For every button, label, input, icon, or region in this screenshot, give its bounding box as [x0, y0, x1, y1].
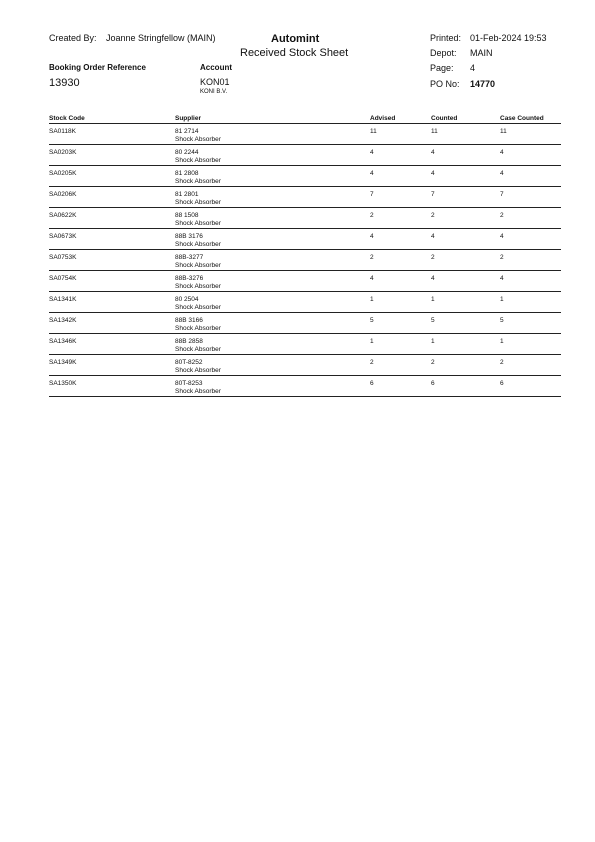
- supplier-code: 81 2808: [175, 170, 199, 177]
- case-counted-cell: 11: [500, 128, 507, 135]
- supplier-code: 88B-3277: [175, 254, 204, 261]
- account-code: KON01: [200, 77, 230, 87]
- table-row: [49, 145, 561, 166]
- company-name: Automint: [271, 33, 320, 45]
- column-header-stock-code: Stock Code: [49, 115, 85, 122]
- stock-code-cell: SA0203K: [49, 149, 77, 156]
- advised-cell: 4: [370, 149, 374, 156]
- supplier-code: 88B 3166: [175, 317, 203, 324]
- stock-code-cell: SA0754K: [49, 275, 77, 282]
- counted-cell: 11: [431, 128, 438, 135]
- stock-table-body: [49, 124, 561, 397]
- supplier-code: 81 2801: [175, 191, 199, 198]
- table-row: [49, 376, 561, 397]
- case-counted-cell: 1: [500, 296, 504, 303]
- depot-label: Depot:: [430, 48, 457, 58]
- supplier-description: Shock Absorber: [175, 199, 221, 206]
- counted-cell: 4: [431, 275, 435, 282]
- counted-cell: 4: [431, 233, 435, 240]
- account-label: Account: [200, 63, 232, 72]
- supplier-description: Shock Absorber: [175, 241, 221, 248]
- advised-cell: 4: [370, 233, 374, 240]
- booking-ref-value: 13930: [49, 77, 80, 89]
- stock-code-cell: SA1342K: [49, 317, 77, 324]
- case-counted-cell: 1: [500, 338, 504, 345]
- supplier-cell: [175, 380, 221, 396]
- depot-value: MAIN: [470, 48, 493, 58]
- supplier-description: Shock Absorber: [175, 367, 221, 374]
- printed-label: Printed:: [430, 33, 462, 43]
- supplier-code: 80T-8252: [175, 359, 203, 366]
- advised-cell: 7: [370, 191, 374, 198]
- table-row: [49, 250, 561, 271]
- po-value: 14770: [470, 79, 496, 89]
- supplier-description: Shock Absorber: [175, 178, 221, 185]
- advised-cell: 1: [370, 296, 374, 303]
- advised-cell: 2: [370, 359, 374, 366]
- counted-cell: 2: [431, 212, 435, 219]
- stock-code-cell: SA0205K: [49, 170, 77, 177]
- booking-ref-label: Booking Order Reference: [49, 63, 146, 72]
- column-header-advised: Advised: [370, 115, 396, 122]
- account-name: KONI B.V.: [200, 89, 228, 95]
- supplier-code: 88 1508: [175, 212, 199, 219]
- table-row: [49, 292, 561, 313]
- advised-cell: 2: [370, 212, 374, 219]
- advised-cell: 2: [370, 254, 374, 261]
- advised-cell: 4: [370, 170, 374, 177]
- supplier-code: 80T-8253: [175, 380, 203, 387]
- table-row: [49, 271, 561, 292]
- case-counted-cell: 4: [500, 149, 504, 156]
- created-by-label: Created By:: [49, 33, 97, 43]
- supplier-code: 81 2714: [175, 128, 199, 135]
- case-counted-cell: 2: [500, 212, 504, 219]
- supplier-code: 80 2244: [175, 149, 199, 156]
- supplier-description: Shock Absorber: [175, 325, 221, 332]
- table-row: [49, 229, 561, 250]
- counted-cell: 2: [431, 359, 435, 366]
- counted-cell: 2: [431, 254, 435, 261]
- case-counted-cell: 5: [500, 317, 504, 324]
- case-counted-cell: 2: [500, 254, 504, 261]
- case-counted-cell: 4: [500, 170, 504, 177]
- advised-cell: 4: [370, 275, 374, 282]
- supplier-code: 88B 2858: [175, 338, 203, 345]
- supplier-description: Shock Absorber: [175, 283, 221, 290]
- table-row: [49, 313, 561, 334]
- stock-code-cell: SA0118K: [49, 128, 76, 135]
- column-header-counted: Counted: [431, 115, 458, 122]
- created-by-value: Joanne Stringfellow (MAIN): [106, 33, 216, 43]
- case-counted-cell: 2: [500, 359, 504, 366]
- counted-cell: 4: [431, 149, 435, 156]
- stock-code-cell: SA0206K: [49, 191, 77, 198]
- supplier-cell: [175, 275, 221, 291]
- counted-cell: 6: [431, 380, 435, 387]
- table-row: [49, 187, 561, 208]
- case-counted-cell: 4: [500, 233, 504, 240]
- po-label: PO No:: [430, 79, 460, 89]
- supplier-cell: [175, 359, 221, 375]
- counted-cell: 1: [431, 338, 435, 345]
- counted-cell: 1: [431, 296, 435, 303]
- supplier-description: Shock Absorber: [175, 157, 221, 164]
- supplier-cell: [175, 191, 221, 207]
- supplier-cell: [175, 338, 221, 354]
- stock-code-cell: SA0673K: [49, 233, 77, 240]
- column-header-case-counted: Case Counted: [500, 115, 544, 122]
- stock-code-cell: SA1341K: [49, 296, 77, 303]
- printed-value: 01-Feb-2024 19:53: [470, 33, 547, 43]
- column-header-supplier: Supplier: [175, 115, 202, 122]
- advised-cell: 5: [370, 317, 374, 324]
- case-counted-cell: 7: [500, 191, 504, 198]
- supplier-cell: [175, 317, 221, 333]
- stock-code-cell: SA1346K: [49, 338, 77, 345]
- page-value: 4: [470, 63, 476, 73]
- supplier-description: Shock Absorber: [175, 388, 221, 395]
- table-row: [49, 334, 561, 355]
- advised-cell: 6: [370, 380, 374, 387]
- table-row: [49, 208, 561, 229]
- supplier-description: Shock Absorber: [175, 304, 221, 311]
- supplier-cell: [175, 128, 221, 144]
- table-row: [49, 166, 561, 187]
- supplier-description: Shock Absorber: [175, 346, 221, 353]
- supplier-cell: [175, 254, 221, 270]
- supplier-description: Shock Absorber: [175, 220, 221, 227]
- supplier-cell: [175, 170, 221, 186]
- stock-code-cell: SA0622K: [49, 212, 77, 219]
- supplier-description: Shock Absorber: [175, 136, 221, 143]
- supplier-cell: [175, 149, 221, 165]
- case-counted-cell: 6: [500, 380, 504, 387]
- advised-cell: 11: [370, 128, 377, 135]
- table-row: [49, 124, 561, 145]
- counted-cell: 4: [431, 170, 435, 177]
- stock-code-cell: SA1350K: [49, 380, 77, 387]
- supplier-code: 80 2504: [175, 296, 199, 303]
- sheet-title: Received Stock Sheet: [240, 47, 349, 59]
- case-counted-cell: 4: [500, 275, 504, 282]
- page-label: Page:: [430, 63, 454, 73]
- stock-code-cell: SA1349K: [49, 359, 77, 366]
- supplier-cell: [175, 296, 221, 312]
- counted-cell: 7: [431, 191, 435, 198]
- supplier-description: Shock Absorber: [175, 262, 221, 269]
- supplier-cell: [175, 212, 221, 228]
- stock-code-cell: SA0753K: [49, 254, 77, 261]
- counted-cell: 5: [431, 317, 435, 324]
- supplier-code: 88B-3276: [175, 275, 204, 282]
- supplier-code: 88B 3176: [175, 233, 203, 240]
- table-row: [49, 355, 561, 376]
- supplier-cell: [175, 233, 221, 249]
- advised-cell: 1: [370, 338, 374, 345]
